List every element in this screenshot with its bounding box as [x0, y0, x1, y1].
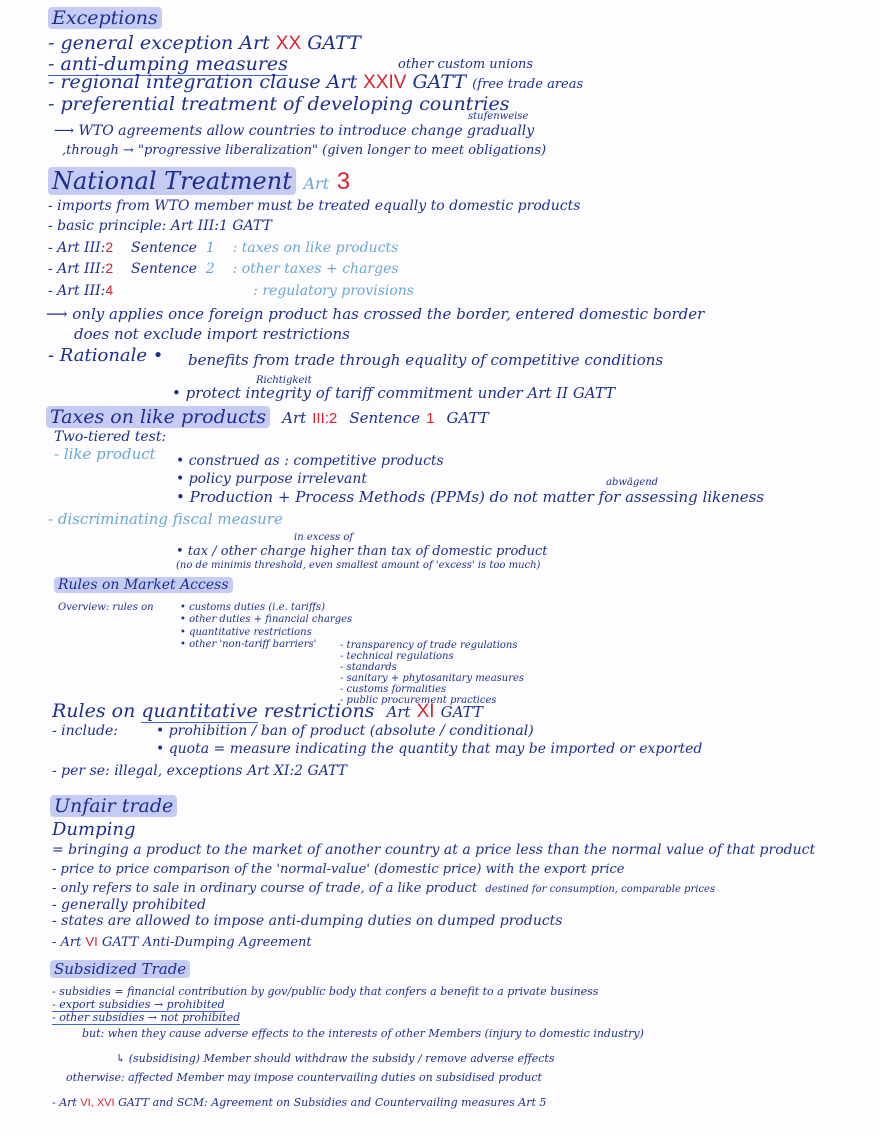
taxes-bullet: • Production + Process Methods (PPMs) do not matter for assessing likeness [176, 488, 765, 506]
ma-overview: Overview: rules on [58, 602, 154, 613]
exceptions-note: stufenweise [468, 111, 529, 122]
dumping-text: = bringing a product to the market of another country at a price less than the normal value of that product [52, 842, 816, 858]
nt-note: Richtigkeit [256, 375, 312, 386]
nt-text: does not exclude import restrictions [74, 325, 350, 343]
nt-rationale-item: benefits from trade through equality of competitive conditions [188, 351, 664, 369]
market-access-title: Rules on Market Access [54, 578, 233, 592]
ma-ntb: - transparency of trade regulations [340, 640, 518, 651]
taxes-note: in excess of [294, 532, 354, 543]
quant-text: - include: [52, 723, 118, 739]
dumping-title: Dumping [52, 819, 136, 840]
exceptions-item: - preferential treatment of developing countries [48, 93, 510, 115]
nt-rationale-item: • protect integrity of tariff commitment under Art II GATT [172, 384, 616, 402]
ma-ntb: - sanitary + phytosanitary measures [340, 673, 525, 684]
exceptions-title: Exceptions [48, 9, 162, 28]
national-treatment-title: National Treatment Art 3 [48, 169, 350, 194]
nt-text: - imports from WTO member must be treated equally to domestic products [48, 198, 581, 214]
quant-bullet: • prohibition / ban of product (absolute / conditional) [156, 723, 534, 739]
ma-ntb: - standards [340, 662, 397, 673]
ma-ntb: - public procurement practices [340, 695, 497, 706]
dumping-text: - price to price comparison of the 'normal-value' (domestic price) with the export price [52, 862, 625, 877]
nt-row: - Art III:2 Sentence 2 : other taxes + charges [48, 260, 399, 277]
nt-text: ⟶ only applies once foreign product has crossed the border, entered domestic border [46, 305, 705, 323]
taxes-bullet: • tax / other charge higher than tax of domestic product [176, 544, 548, 559]
subsidized-title: Subsidized Trade [50, 962, 190, 977]
exceptions-item: - regional integration clause Art XXIV GATT (free trade areas [48, 71, 584, 93]
ma-ntb: - customs formalities [340, 684, 447, 695]
taxes-note: abwägend [606, 477, 659, 488]
taxes-discriminating: - discriminating fiscal measure [48, 510, 283, 528]
exceptions-text: ⟶ WTO agreements allow countries to introduce change gradually [54, 123, 535, 139]
subsidized-text: otherwise: affected Member may impose countervailing duties on subsidised product [66, 1071, 542, 1084]
quant-title: Rules on quantitative restrictions Art XI GATT [52, 700, 483, 722]
ma-item: • other duties + financial charges [180, 614, 353, 625]
dumping-text: - Art VI GATT Anti-Dumping Agreement [52, 934, 312, 950]
subsidized-text: - other subsidies → not prohibited [52, 1011, 241, 1024]
dumping-text: - only refers to sale in ordinary course of trade, of a like product destined for consumption, comparable prices [52, 881, 716, 896]
exceptions-note: other custom unions [398, 57, 534, 72]
ma-item: • customs duties (i.e. tariffs) [180, 602, 325, 613]
taxes-note: (no de minimis threshold, even smallest amount of 'excess' is too much) [176, 560, 541, 571]
subsidized-text: - Art VI, XVI GATT and SCM: Agreement on Subsidies and Countervailing measures Art 5 [52, 1096, 547, 1109]
ma-ntb: - technical regulations [340, 651, 454, 662]
ma-item: • other 'non-tariff barriers' [180, 639, 317, 650]
ma-item: • quantitative restrictions [180, 627, 312, 638]
nt-row: - Art III:4 : regulatory provisions [48, 282, 414, 299]
subsidized-text: - export subsidies → prohibited [52, 998, 225, 1011]
quant-text: - per se: illegal, exceptions Art XI:2 GATT [52, 763, 347, 779]
nt-row: - Art III:2 Sentence 1 : taxes on like products [48, 239, 399, 256]
taxes-title: Taxes on like products Art III:2 Sentence 1 GATT [46, 408, 489, 427]
quant-bullet: • quota = measure indicating the quantity that may be imported or exported [156, 741, 703, 757]
dumping-text: - generally prohibited [52, 897, 206, 913]
dumping-text: - states are allowed to impose anti-dumping duties on dumped products [52, 913, 563, 929]
taxes-bullet: • construed as : competitive products [176, 453, 444, 469]
exceptions-text: ,through → "progressive liberalization" (given longer to meet obligations) [62, 143, 547, 158]
nt-text: - basic principle: Art III:1 GATT [48, 218, 272, 234]
unfair-title: Unfair trade [50, 797, 177, 816]
taxes-like-product: - like product [54, 445, 156, 463]
taxes-text: Two-tiered test: [54, 429, 167, 445]
taxes-bullet: • policy purpose irrelevant [176, 471, 368, 487]
exceptions-item: - anti-dumping measures [48, 53, 288, 75]
nt-rationale: - Rationale • [48, 345, 164, 366]
subsidized-text: ↳ (subsidising) Member should withdraw the subsidy / remove adverse effects [116, 1052, 555, 1065]
subsidized-text: but: when they cause adverse effects to the interests of other Members (injury to domestic industry) [82, 1027, 644, 1040]
subsidized-text: - subsidies = financial contribution by gov/public body that confers a benefit to a private business [52, 985, 599, 998]
exceptions-item: - general exception Art XX GATT [48, 32, 361, 54]
